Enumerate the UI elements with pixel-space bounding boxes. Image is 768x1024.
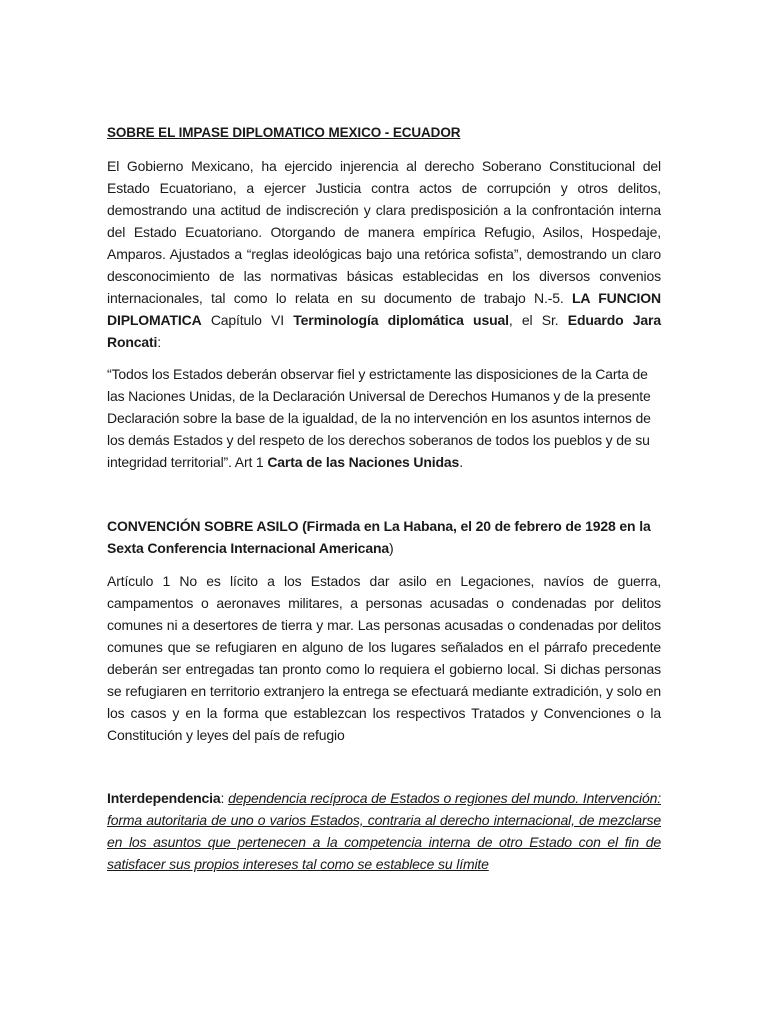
intro-text-capitulo: Capítulo VI — [201, 312, 294, 328]
paragraph-convention-heading — [107, 515, 661, 559]
intro-bold-funcion-diplomatica: LA FUNCION DIPLOMATICA — [107, 290, 661, 328]
intro-bold-terminologia: Terminología diplomática usual — [293, 312, 509, 328]
quote-bold-carta: Carta de las Naciones Unidas — [267, 454, 460, 470]
document-title: SOBRE EL IMPASE DIPLOMATICO MEXICO - ECUADOR — [107, 125, 461, 140]
interdependencia-term: Interdependencia — [107, 790, 221, 806]
convention-heading-paren: ) — [389, 540, 394, 556]
paragraph-article-1: Artículo 1 No es lícito a los Estados dar asilo en Legaciones, navíos de guerra, campamentos o aeronaves militares, a personas acusadas o condenadas por delitos comunes ni a desertores de tierra y mar. Las personas acusadas o condenadas por delitos comunes que se refugiaren en alguno de los lugares señalados en el párrafo precedente deberán ser entregadas tan pronto como lo requiera el gobierno local. Si dichas personas se refugiaren en territorio extranjero la entrega se efectuará mediante extradición, y solo en los casos y en la forma que establezcan los respectivos Tratados y Convenciones o la Constitución y leyes del país de refugio — [107, 573, 661, 743]
paragraph-intro — [107, 155, 661, 353]
quote-text-period: . — [459, 454, 463, 470]
intro-bold-author: Eduardo Jara Roncati — [107, 312, 661, 350]
interdependencia-definition: dependencia recíproca de Estados o regiones del mundo. Intervención: forma autoritaria de uno o varios Estados, contraria al derecho internacional, de mezclarse en los asuntos que pertenecen a la competencia interna de otro Estado con el fin de satisfacer sus propios intereses tal como se establece su límite — [107, 790, 662, 872]
intro-text-colon: : — [157, 334, 162, 350]
intro-text: El Gobierno Mexicano, ha ejercido injerencia al derecho Soberano Constitucional del Estado Ecuatoriano, a ejercer Justicia contra actos de corrupción y otros delitos, demostrando una actitud de indiscreción y clara predisposición a la confrontación interna del Estado Ecuatoriano. Otorgando de manera empírica Refugio, Asilos, Hospedaje, Amparos. Ajustados a “reglas ideológicas bajo una retórica sofista”, demostrando un claro desconocimiento de las normativas básicas establecidas en los diversos convenios internacionales, tal como lo relata en su documento de trabajo N.-5. — [107, 158, 661, 306]
convention-heading-bold: CONVENCIÓN SOBRE ASILO (Firmada en La Habana, el 20 de febrero de 1928 en la Sexta Conferencia Internacional Americana — [107, 518, 651, 556]
paragraph-interdependencia — [107, 787, 661, 875]
interdependencia-colon: : — [220, 790, 229, 806]
paragraph-quote — [107, 363, 661, 473]
intro-text-sr: , el Sr. — [508, 312, 568, 328]
quote-text: “Todos los Estados deberán observar fiel y estrictamente las disposiciones de la Carta de las Naciones Unidas, de la Declaración Universal de Derechos Humanos y de la presente Declaración sobre la base de la igualdad, de la no intervención en los asuntos internos de los demás Estados y del respeto de los derechos soberanos de todos los pueblos y de su integridad territorial”. Art 1 — [107, 366, 651, 470]
